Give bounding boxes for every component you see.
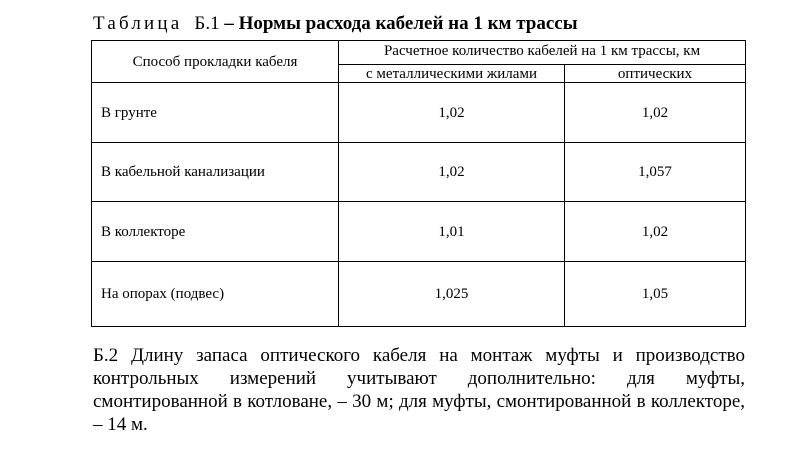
table-caption — [93, 10, 578, 38]
row-optical-value: 1,05 — [565, 262, 746, 327]
table-row — [92, 83, 746, 143]
note-text: Б.2 Длину запаса оптического кабеля на монтаж муфты и производство контрольных измерений учитывают дополнительно: для муфты, смонтированной в котловане, – 30 м; для муфты, смонтированной в коллекторе, – 14 м. — [93, 345, 745, 435]
cable-norms-table — [91, 40, 746, 327]
header-optical: оптических — [565, 65, 746, 83]
row-metal-value: 1,025 — [339, 262, 565, 327]
row-method: В кабельной канализации — [92, 143, 339, 202]
row-optical-value: 1,02 — [565, 83, 746, 143]
caption-label: Таблица — [93, 13, 183, 34]
row-metal-value: 1,02 — [339, 143, 565, 202]
row-method: На опорах (подвес) — [92, 262, 339, 327]
row-metal-value: 1,01 — [339, 202, 565, 262]
table-row — [92, 262, 746, 327]
row-optical-value: 1,057 — [565, 143, 746, 202]
note-paragraph — [93, 344, 745, 436]
table-row — [92, 202, 746, 262]
header-group: Расчетное количество кабелей на 1 км трассы, км — [339, 41, 746, 65]
caption-number: Б.1 — [194, 13, 220, 34]
row-method: В грунте — [92, 83, 339, 143]
caption-title: – Нормы расхода кабелей на 1 км трассы — [224, 13, 578, 34]
row-metal-value: 1,02 — [339, 83, 565, 143]
header-method: Способ прокладки кабеля — [92, 41, 339, 83]
table-row — [92, 143, 746, 202]
row-optical-value: 1,02 — [565, 202, 746, 262]
row-method: В коллекторе — [92, 202, 339, 262]
header-metal: с металлическими жилами — [339, 65, 565, 83]
